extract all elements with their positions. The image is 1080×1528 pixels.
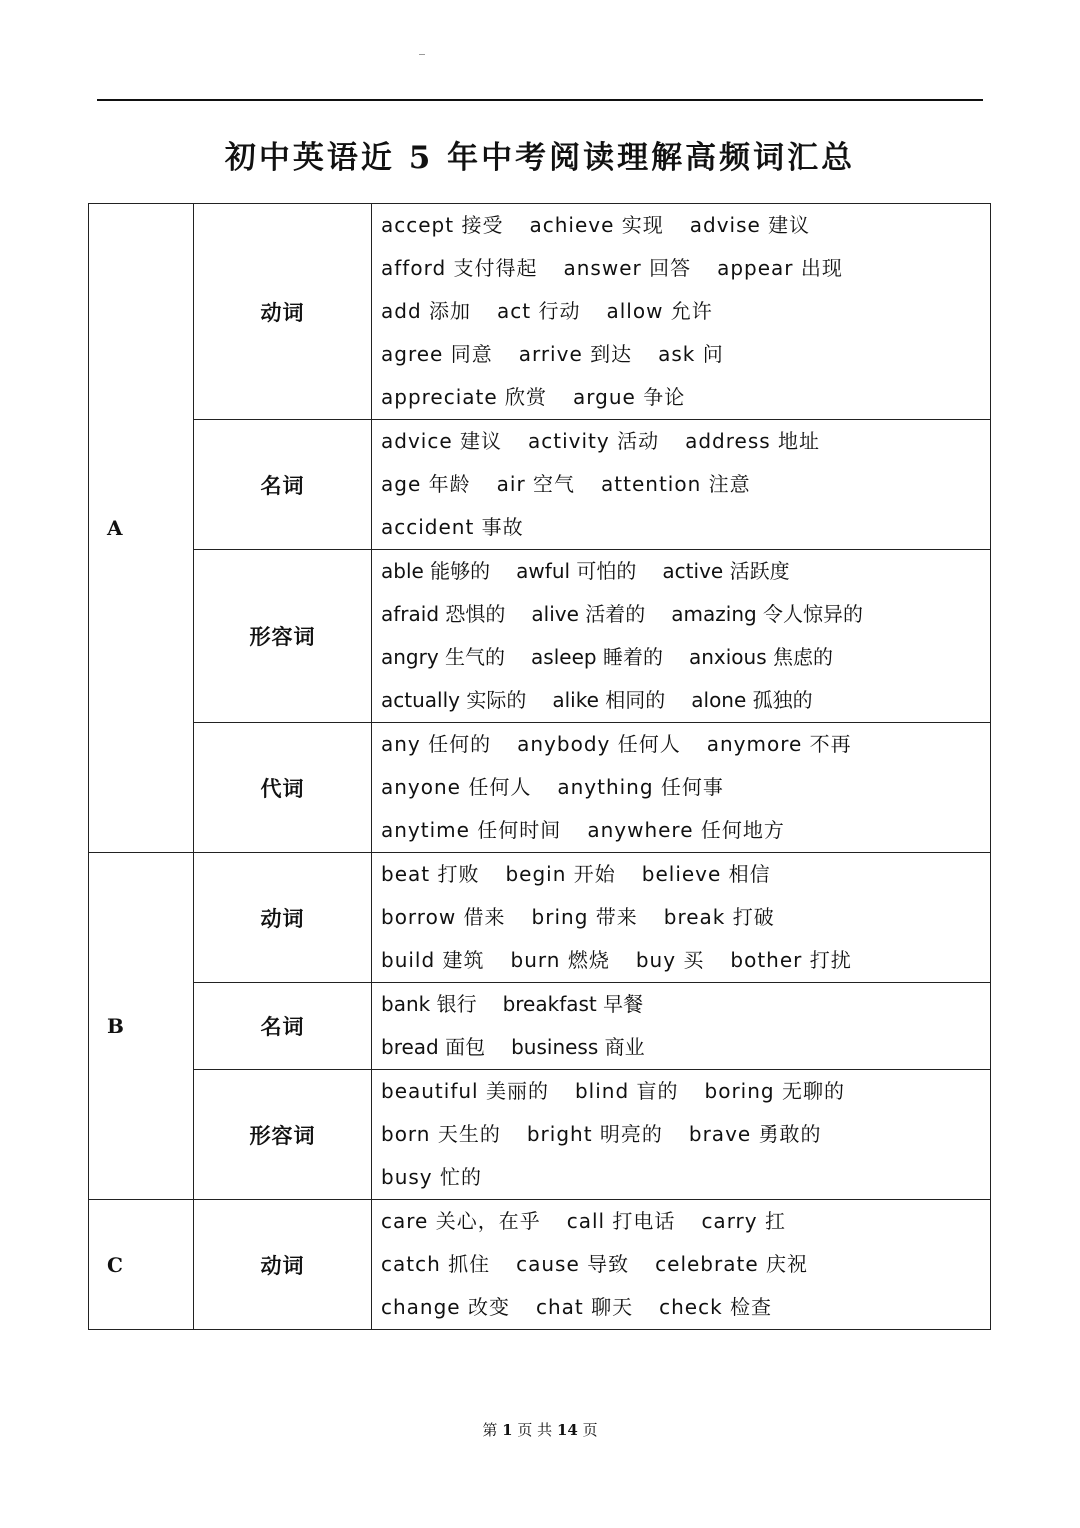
vocab-entry: call 打电话 [566,1209,676,1233]
page-title: 初中英语近 5 年中考阅读理解高频词汇总 [224,140,856,176]
vocab-entry: attention 注意 [601,472,751,496]
part-of-speech: 动词 [194,1200,372,1330]
vocab-row [89,1070,991,1200]
vocab-entry: air 空气 [496,472,576,496]
word-line [381,679,990,722]
vocab-entry: business 商业 [511,1035,645,1059]
footer-middle: 页 共 [517,1421,553,1439]
part-of-speech: 名词 [194,420,372,550]
word-line [381,1113,990,1156]
vocab-entry: age 年龄 [381,472,471,496]
part-of-speech: 形容词 [194,550,372,723]
vocab-entry: add 添加 [381,299,472,323]
vocab-entry: argue 争论 [573,385,686,409]
vocab-entry: amazing 令人惊异的 [671,602,864,626]
vocab-entry: activity 活动 [528,429,660,453]
vocab-entry: catch 抓住 [381,1252,491,1276]
vocab-entry: advise 建议 [689,213,811,237]
section-letter: C [89,1200,194,1330]
word-line [381,593,990,636]
vocab-row [89,853,991,983]
word-line [381,247,990,290]
vocab-entry: cause 导致 [516,1252,630,1276]
vocab-entry: busy 忙的 [381,1165,482,1189]
page-footer [0,1419,1080,1440]
word-line [381,766,990,809]
word-line [381,853,990,896]
word-line [381,333,990,376]
word-list [372,853,991,983]
vocab-entry: answer 回答 [563,256,692,280]
vocab-entry: anyone 任何人 [381,775,532,799]
vocab-entry: buy 买 [635,948,705,972]
word-line [381,1243,990,1286]
footer-prefix: 第 [482,1421,498,1439]
vocab-row [89,420,991,550]
word-list [372,204,991,420]
word-line [381,463,990,506]
vocab-entry: afraid 恐惧的 [381,602,506,626]
footer-page-number: 1 [502,1421,513,1439]
vocab-entry: breakfast 早餐 [502,992,644,1016]
word-line [381,1286,990,1329]
word-line [381,1070,990,1113]
word-list [372,1070,991,1200]
word-line [381,983,990,1026]
vocab-entry: blind 盲的 [574,1079,679,1103]
footer-total-pages: 14 [556,1421,578,1439]
vocab-entry: beat 打败 [381,862,480,886]
vocab-entry: afford 支付得起 [381,256,538,280]
vocab-entry: ask 问 [658,342,724,366]
footer-suffix: 页 [582,1421,598,1439]
vocab-entry: anything 任何事 [557,775,724,799]
vocab-entry: carry 扛 [701,1209,786,1233]
vocab-row [89,204,991,420]
vocab-entry: allow 允许 [606,299,713,323]
vocab-entry: awful 可怕的 [516,559,637,583]
word-line [381,1156,990,1199]
vocab-entry: act 行动 [497,299,581,323]
vocab-entry: brave 勇敢的 [688,1122,822,1146]
part-of-speech: 动词 [194,853,372,983]
vocab-entry: appreciate 欣赏 [381,385,548,409]
vocab-entry: alike 相同的 [552,688,666,712]
vocab-entry: anxious 焦虑的 [688,645,833,669]
section-letter: B [89,853,194,1200]
part-of-speech: 名词 [194,983,372,1070]
word-line [381,420,990,463]
vocab-entry: alive 活着的 [531,602,646,626]
vocab-entry: alone 孤独的 [691,688,813,712]
vocab-entry: believe 相信 [641,862,771,886]
part-of-speech: 动词 [194,204,372,420]
vocab-entry: appear 出现 [717,256,843,280]
section-letter: A [89,204,194,853]
vocab-entry: bread 面包 [381,1035,486,1059]
word-line [381,290,990,333]
vocab-entry: achieve 实现 [529,213,664,237]
word-line [381,506,990,549]
word-line [381,809,990,852]
vocab-entry: change 改变 [381,1295,510,1319]
vocab-entry: bother 打扰 [730,948,852,972]
vocab-entry: accident 事故 [381,515,524,539]
word-line [381,550,990,593]
vocab-entry: anymore 不再 [706,732,852,756]
vocab-entry: address 地址 [685,429,821,453]
vocab-entry: check 检查 [659,1295,773,1319]
word-line [381,1200,990,1243]
vocab-row [89,550,991,723]
vocab-entry: arrive 到达 [518,342,633,366]
word-line [381,896,990,939]
word-line [381,636,990,679]
vocab-entry: anywhere 任何地方 [587,818,785,842]
vocab-row [89,1200,991,1330]
vocab-entry: born 天生的 [381,1122,501,1146]
word-list [372,550,991,723]
header-dash [419,54,425,55]
vocab-entry: anybody 任何人 [517,732,681,756]
vocab-table-body [89,204,991,1330]
vocab-entry: any 任何的 [381,732,492,756]
vocab-entry: celebrate 庆祝 [655,1252,808,1276]
vocab-entry: bright 明亮的 [526,1122,663,1146]
word-line [381,723,990,766]
vocab-entry: burn 燃烧 [510,948,610,972]
vocab-entry: able 能够的 [381,559,491,583]
vocab-entry: beautiful 美丽的 [381,1079,549,1103]
vocab-entry: bank 银行 [381,992,477,1016]
vocab-entry: anytime 任何时间 [381,818,562,842]
word-list [372,420,991,550]
word-line [381,1026,990,1069]
vocab-entry: agree 同意 [381,342,493,366]
word-line [381,204,990,247]
vocab-row [89,723,991,853]
header-rule [97,99,983,101]
part-of-speech: 代词 [194,723,372,853]
vocab-entry: active 活跃度 [662,559,790,583]
vocab-entry: boring 无聊的 [704,1079,845,1103]
vocab-entry: actually 实际的 [381,688,527,712]
word-line [381,376,990,419]
vocab-entry: angry 生气的 [381,645,506,669]
word-list [372,723,991,853]
vocab-table [88,203,991,1330]
word-list [372,983,991,1070]
vocab-row [89,983,991,1070]
vocab-entry: accept 接受 [381,213,504,237]
vocab-entry: advice 建议 [381,429,503,453]
vocab-entry: bring 带来 [531,905,638,929]
vocab-entry: begin 开始 [505,862,616,886]
word-line [381,939,990,982]
vocab-entry: build 建筑 [381,948,485,972]
word-list [372,1200,991,1330]
vocab-entry: chat 聊天 [535,1295,634,1319]
vocab-entry: asleep 睡着的 [531,645,663,669]
vocab-entry: break 打破 [663,905,775,929]
part-of-speech: 形容词 [194,1070,372,1200]
vocab-entry: borrow 借来 [381,905,506,929]
vocab-entry: care 关心，在乎 [381,1209,541,1233]
